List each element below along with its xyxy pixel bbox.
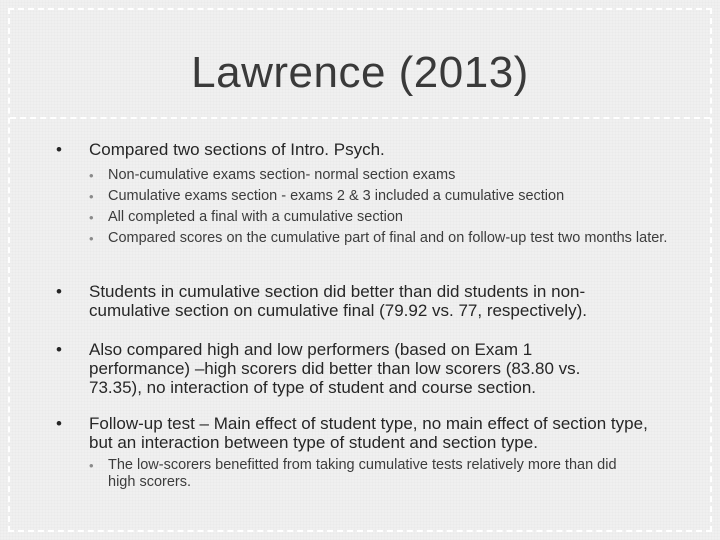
sub-bullet-item xyxy=(89,230,668,247)
sub-bullet-marker: • xyxy=(89,189,94,204)
sub-bullet-text: All completed a final with a cumulative section xyxy=(108,209,403,225)
sub-bullet-text: Cumulative exams section - exams 2 & 3 included a cumulative section xyxy=(108,188,565,204)
sub-bullet-item xyxy=(89,209,676,226)
sub-bullet-list xyxy=(89,167,676,247)
bullet-marker: • xyxy=(56,282,62,301)
sub-bullet-marker: • xyxy=(89,210,94,225)
sub-bullet-text: The low-scorers benefitted from taking cumulative tests relatively more than did high scorers. xyxy=(108,457,617,490)
sub-bullet-marker: • xyxy=(89,458,94,473)
bullet-block xyxy=(56,414,671,491)
bullet-item xyxy=(56,414,671,452)
title-divider xyxy=(10,117,710,119)
sub-bullet-marker: • xyxy=(89,168,94,183)
slide-title: Lawrence (2013) xyxy=(191,48,529,97)
bullet-text: Compared two sections of Intro. Psych. xyxy=(89,140,385,159)
sub-bullet-text: Compared scores on the cumulative part of final and on follow-up test two months later. xyxy=(108,230,668,246)
bullet-text: Also compared high and low performers (based on Exam 1 performance) –high scorers did better than low scorers (83.80 vs. 73.35), no interaction of type of student and course section. xyxy=(89,340,581,397)
sub-bullet-marker: • xyxy=(89,231,94,246)
bullet-marker: • xyxy=(56,340,62,359)
bullet-text: Follow-up test – Main effect of student type, no main effect of section type, but an interaction between type of student and section type. xyxy=(89,414,648,452)
sub-bullet-text: Non-cumulative exams section- normal section exams xyxy=(108,167,456,183)
sub-bullet-item xyxy=(89,457,629,491)
sub-bullet-item xyxy=(89,188,676,205)
bullet-marker: • xyxy=(56,414,62,433)
bullet-block xyxy=(56,282,656,320)
bullet-block xyxy=(56,340,636,397)
bullet-marker: • xyxy=(56,140,62,159)
bullet-item xyxy=(56,140,676,159)
bullet-block xyxy=(56,140,676,247)
bullet-item xyxy=(56,282,656,320)
sub-bullet-item xyxy=(89,167,676,184)
bullet-text: Students in cumulative section did better than did students in non-cumulative section on cumulative final (79.92 vs. 77, respectively). xyxy=(89,282,587,320)
bullet-item xyxy=(56,340,636,397)
sub-bullet-list xyxy=(89,457,629,491)
